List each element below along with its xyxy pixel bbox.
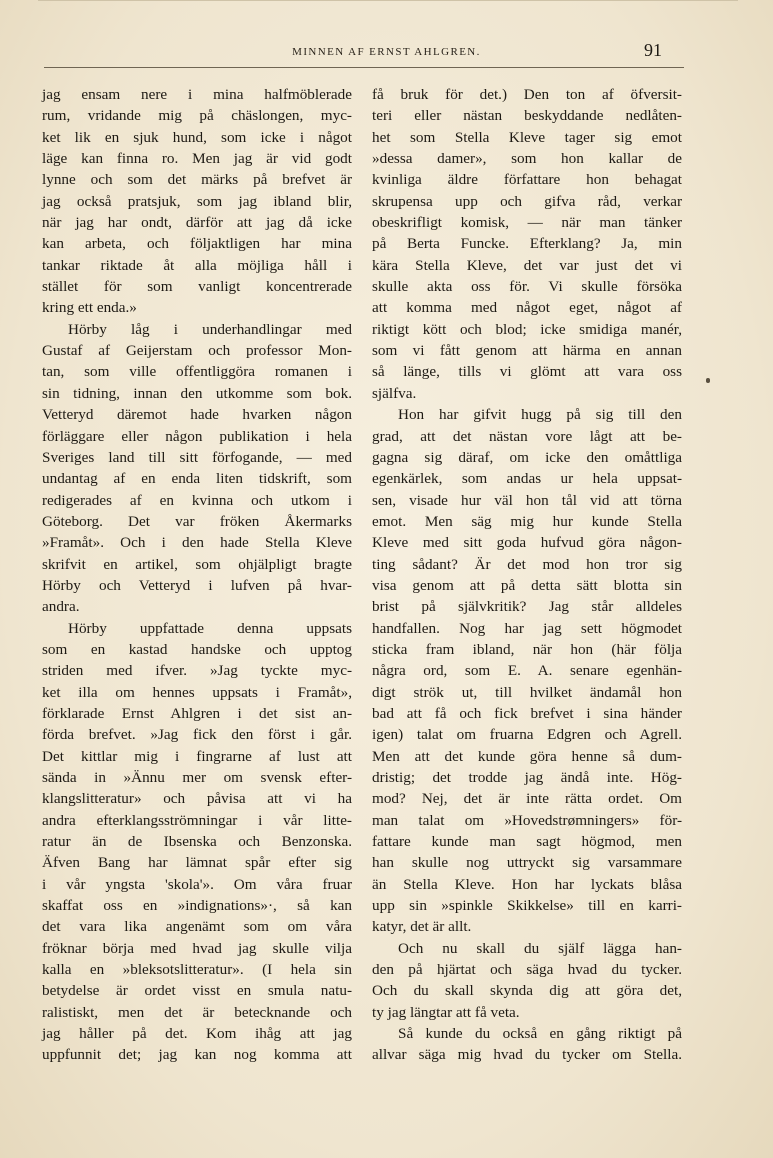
text-line: så länge, tills vi glömt att vara oss [372, 363, 682, 381]
text-line: redigerades af en kvinna och utkom i [42, 491, 352, 509]
text-line: kvinliga äldre författare hon behagat [372, 171, 682, 189]
text-line: lynne och som det märks på brefvet är [42, 171, 352, 189]
text-line: Hörby låg i underhandlingar med [68, 320, 352, 338]
text-line: igen) talat om fruarna Edgren och Agrell. [372, 726, 682, 744]
text-line: Men att det kunde göra henne så dum- [372, 747, 682, 765]
text-line: ting sådant? Är det mod hon tror sig [372, 555, 682, 573]
text-line: sin tidning, innan den utkomme som bok. [42, 384, 352, 402]
text-line: skulle akta oss för. Vi skulle försöka [372, 278, 682, 296]
text-line: undantag af en enda liten tidskrift, som [42, 470, 352, 488]
text-line: han skulle nog uttryckt sig varsammare [372, 854, 682, 872]
text-line: andra. [42, 598, 80, 616]
text-line: kan arbeta, och följaktligen har mina [42, 235, 352, 253]
text-line: jag också pratsjuk, som jag ibland blir, [42, 192, 352, 210]
text-line: gagna sig däraf, om icke den omåttliga [372, 448, 682, 466]
text-line: teri eller nästan beskyddande nedlåten- [372, 107, 682, 125]
text-line: fröknar börja med hvad jag skulle vilja [42, 939, 352, 957]
text-line: ratur än de Ibsenska och Benzonska. [42, 833, 352, 851]
text-line: när jag har ondt, därför att jag då icke [42, 214, 352, 232]
text-line: riktigt kött och blod; icke smidiga manér, [372, 320, 682, 338]
text-line: »dessa damer», som hon kallar de [372, 150, 682, 168]
text-line: som en kastad handske och upptog [42, 640, 352, 658]
text-line: emot. Men säg mig hur kunde Stella [372, 512, 682, 530]
text-line: kära Stella Kleve, det var just det vi [372, 256, 682, 274]
text-line: som vi fått genom att härma en annan [372, 342, 682, 360]
text-line: skrupensa upp och gifva råd, verkar [372, 192, 682, 210]
text-line: Så kunde du också en gång riktigt på [398, 1025, 682, 1043]
text-line: betydelse är ordet visst en smula natu- [42, 982, 352, 1000]
text-line: några ord, som E. A. senare egenhän- [372, 662, 682, 680]
text-line: jag ensam nere i mina halfmöblerade [42, 86, 352, 103]
text-line: läge kan finna ro. Men jag är vid godt [42, 150, 352, 168]
text-line: tan, som ville offentliggöra romanen i [42, 363, 352, 381]
text-line: på Berta Funcke. Efterklang? Ja, min [372, 235, 682, 253]
text-line: uppfunnit det; jag kan nog komma att [42, 1046, 352, 1064]
text-line: sticka fram ibland, när hon (här följa [372, 640, 682, 658]
text-line: brist på självkritik? Jag står alldeles [372, 598, 682, 616]
text-line: förläggare eller någon publikation i hela [42, 427, 352, 445]
text-line: ralistiskt, men det är betecknande och [42, 1003, 352, 1021]
text-line: Gustaf af Geijerstam och professor Mon- [42, 342, 352, 360]
running-title: MINNEN AF ERNST AHLGREN. [292, 46, 481, 58]
text-line: Äfven Bang har lämnat spår efter sig [42, 854, 352, 872]
text-line: Hörby uppfattade denna uppsats [68, 619, 352, 637]
ink-speck [706, 378, 710, 383]
top-edge-rule [38, 0, 738, 1]
text-line: grad, att det nästan vore lågt att be- [372, 427, 682, 445]
text-line: att komma med något eget, något af [372, 299, 682, 317]
text-line: fattare kunde man sagt högmod, men [372, 833, 682, 851]
text-line: ty jag längtar att få veta. [372, 1003, 520, 1021]
text-line: Och nu skall du själf lägga han- [398, 939, 682, 957]
text-line: jag håller på det. Kom ihåg att jag [42, 1025, 352, 1043]
text-line: bad att få och fick brefvet i sina händer [372, 704, 682, 722]
text-line: het som Stella Kleve tager sig emot [372, 128, 682, 146]
text-line: Kleve med sitt goda hufvud göra någon- [372, 534, 682, 552]
text-line: andra efterklangsströmningar i vår litte- [42, 811, 352, 829]
text-line: ket illa om hennes uppsats i Framåt», [42, 683, 352, 701]
text-line: själfva. [372, 384, 417, 402]
text-line: förklarade Ernst Ahlgren i det sist an- [42, 704, 352, 722]
text-line: »Framåt». Och i den hade Stella Kleve [42, 534, 352, 552]
text-line: stället för som vanligt koncentrerade [42, 278, 352, 296]
text-line: dristig; det trodde jag ändå inte. Hög- [372, 769, 682, 786]
text-line: än Stella Kleve. Hon har lyckats blåsa [372, 875, 682, 893]
right-text-column [372, 84, 682, 1066]
text-line: Det kittlar mig i fingrarne af lust att [42, 747, 352, 765]
text-line: striden med ifver. »Jag tyckte myc- [42, 662, 352, 680]
text-line: rum, vridande mig på chäslongen, myc- [42, 107, 352, 125]
header-rule [44, 67, 684, 68]
text-line: kring ett enda.» [42, 299, 137, 317]
text-line: skrifvit en artikel, som ohjälpligt bragte [42, 555, 352, 573]
text-line: det vara lika angenämt som om våra [42, 918, 352, 936]
text-line: digt strök ut, till hvilket ändamål hon [372, 683, 682, 701]
text-line: i vår yngsta 'skola'». Om våra fruar [42, 875, 352, 893]
text-line: sen, visade hur väl hon tål vid att törna [372, 491, 682, 509]
text-line: tankar riktade åt alla möjliga håll i [42, 256, 352, 274]
text-line: upp sin »spinkle Skikkelse» till en karri- [372, 897, 682, 915]
text-line: klangslitteratur» och påvisa att vi ha [42, 790, 352, 808]
text-line: kalla en »bleksotslitteratur». (I hela sin [42, 961, 352, 979]
text-line: Hon har gifvit hugg på sig till den [398, 406, 682, 424]
left-text-column [42, 84, 352, 1066]
text-line: den på hjärtat och säga hvad du tycker. [372, 961, 682, 979]
text-line: Sveriges land till sitt förfogande, — med [42, 448, 352, 466]
text-line: egenkärlek, som andas ur hela uppsat- [372, 470, 682, 488]
text-line: Hörby och Vetteryd i lufven på hvar- [42, 576, 352, 594]
text-line: man talat om »Hovedstrømningers» för- [372, 811, 682, 829]
text-line: Vetteryd däremot hade hvarken någon [42, 406, 352, 424]
text-line: sända in »Ännu mer om svensk efter- [42, 769, 352, 786]
text-line: förda brefvet. »Jag fick den först i går. [42, 726, 352, 744]
text-line: få bruk för det.) Den ton af öfversit- [372, 86, 682, 103]
page-number: 91 [644, 40, 662, 60]
text-line: handfallen. Nog har jag sett högmodet [372, 619, 682, 637]
text-line: mod? Nej, det är inte rätta ordet. Om [372, 790, 682, 808]
text-line: allvar säga mig hvad du tycker om Stella. [372, 1046, 682, 1064]
text-line: ket lik en sjuk hund, som icke i något [42, 128, 352, 146]
text-line: Och du skall skynda dig att göra det, [372, 982, 682, 1000]
text-line: skaffat oss en »indignations»·, så kan [42, 897, 352, 915]
text-line: katyr, det är allt. [372, 918, 472, 936]
text-line: Göteborg. Det var fröken Åkermarks [42, 512, 352, 530]
text-line: obeskrifligt komisk, — när man tänker [372, 214, 682, 232]
text-line: visa genom att på detta sätt blotta sin [372, 576, 682, 594]
